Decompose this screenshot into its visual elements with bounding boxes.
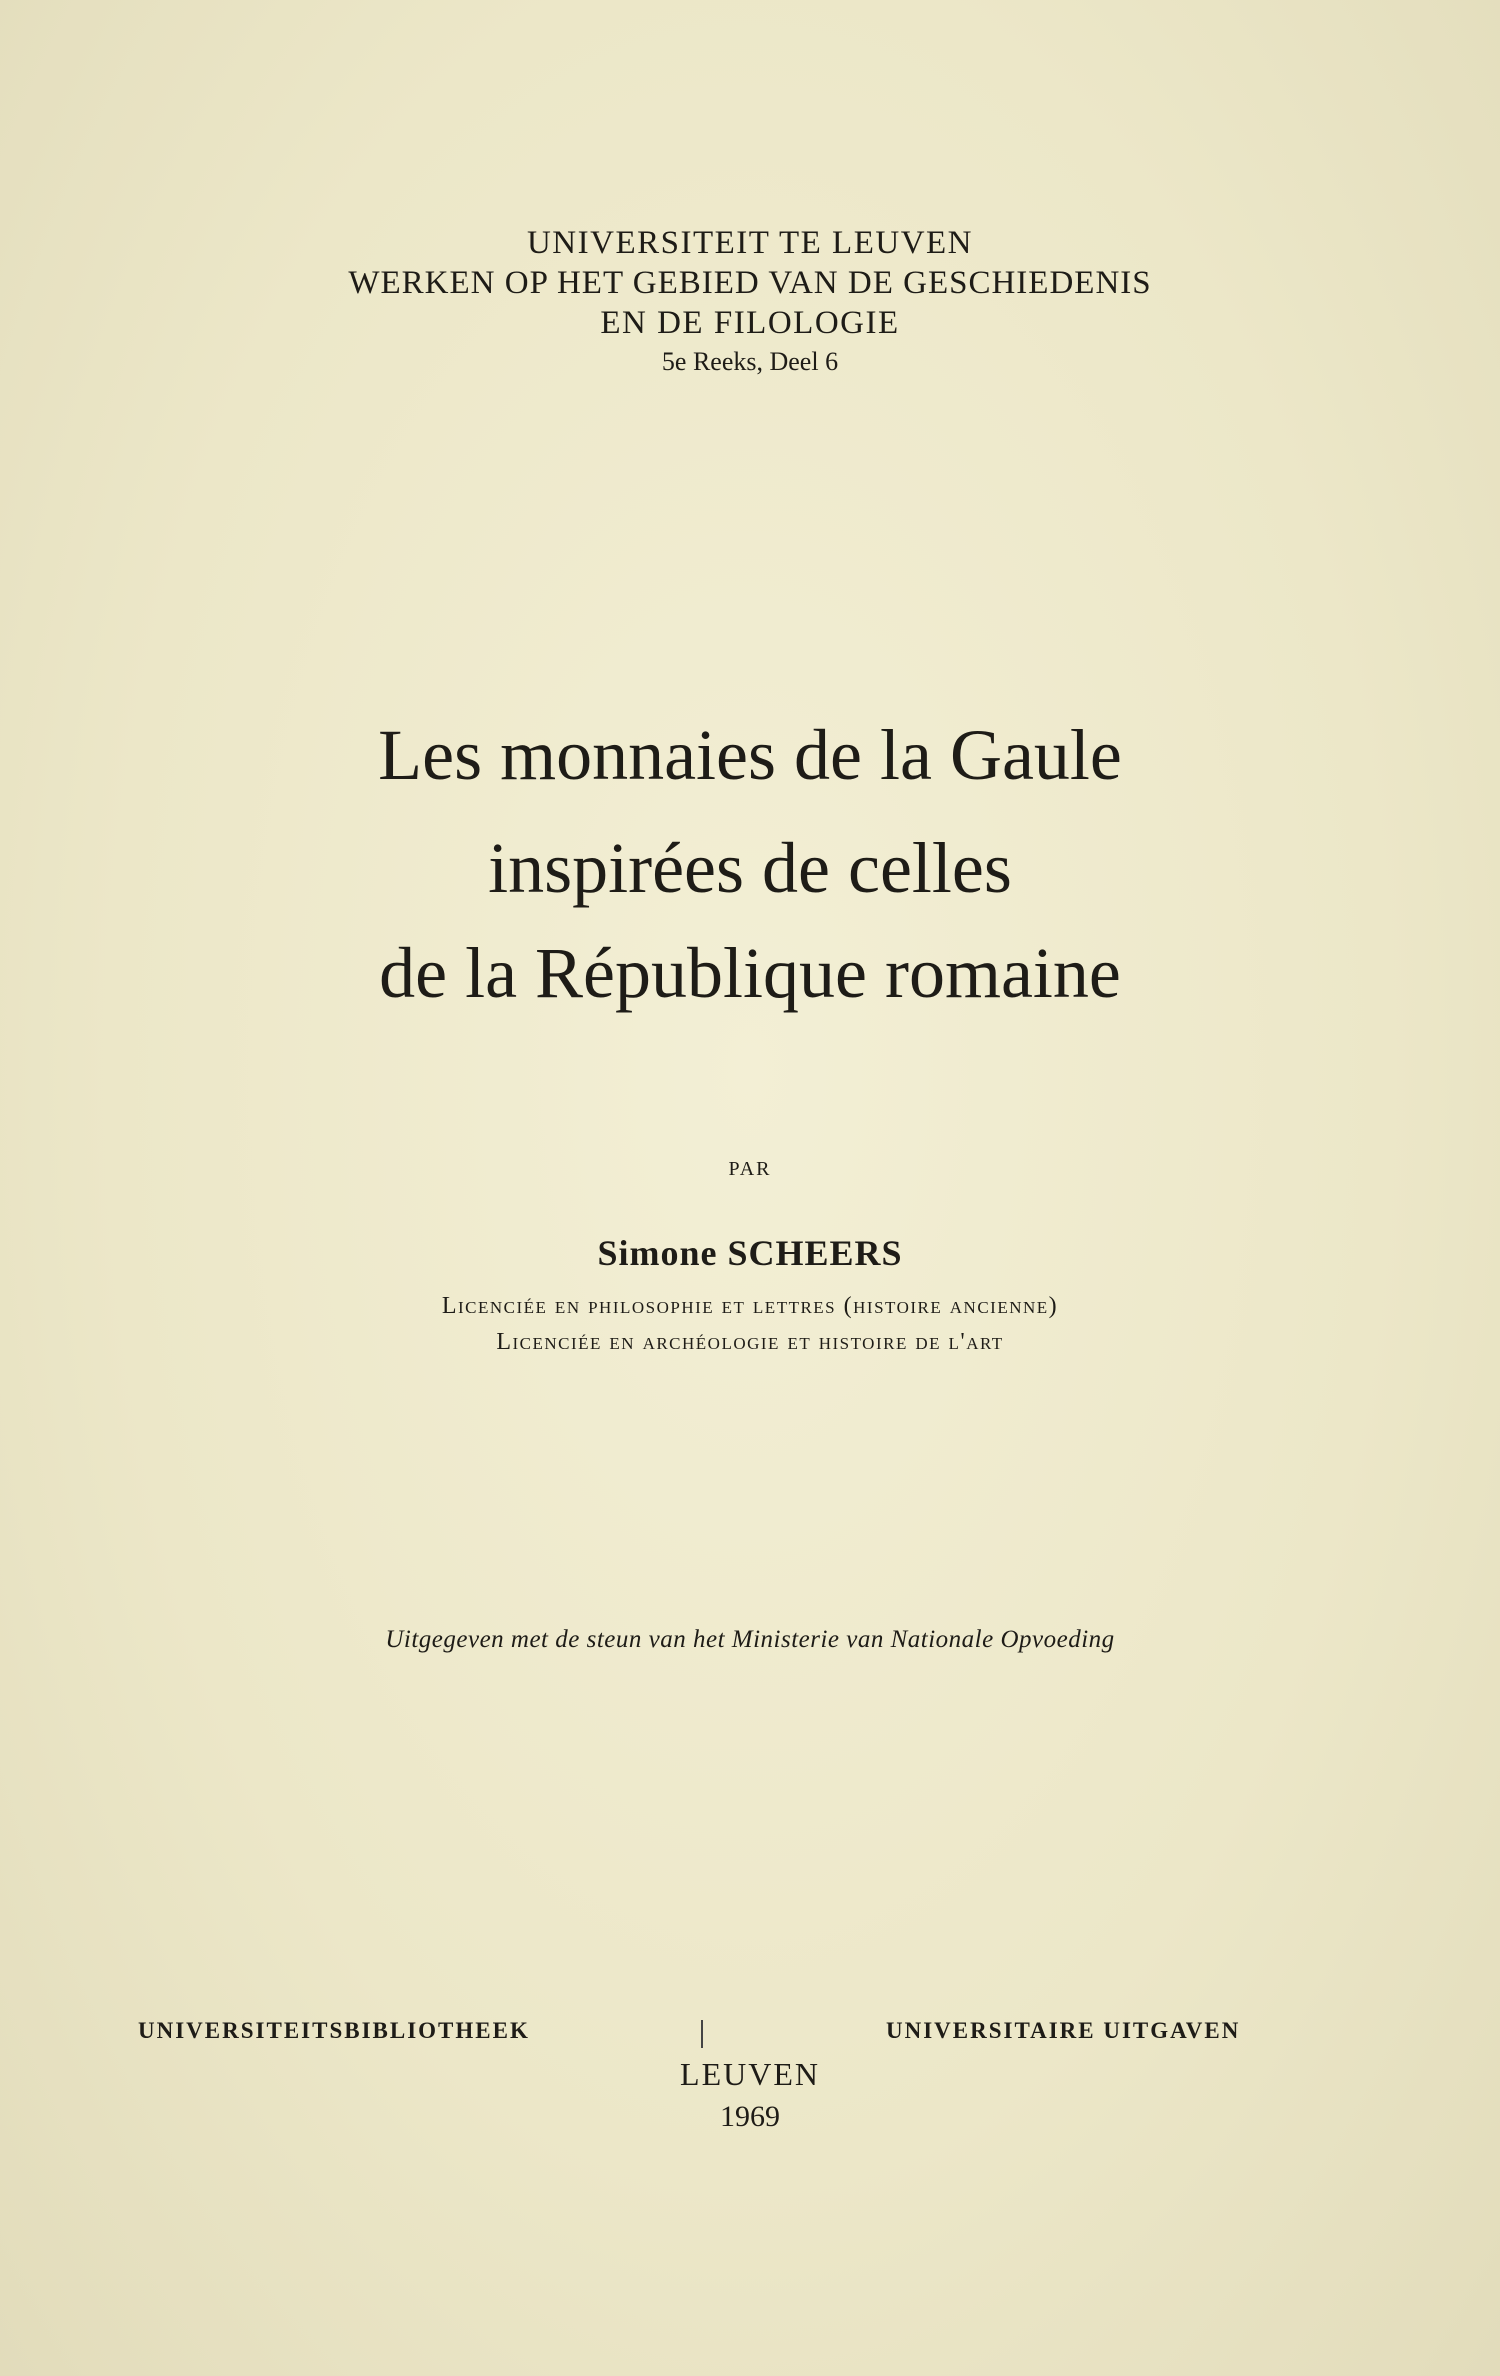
series-collection-line2: EN DE FILOLOGIE: [600, 305, 900, 341]
publisher-left: UNIVERSITEITSBIBLIOTHEEK: [138, 2018, 530, 2043]
book-title-line1: Les monnaies de la Gaule: [378, 715, 1122, 795]
series-collection-line1: WERKEN OP HET GEBIED VAN DE GESCHIEDENIS: [348, 265, 1152, 301]
book-title-line2: inspirées de celles: [488, 828, 1012, 908]
book-title-line3: de la République romaine: [379, 933, 1121, 1013]
author-name: Simone SCHEERS: [597, 1233, 903, 1273]
publication-city: LEUVEN: [680, 2056, 820, 2092]
publisher-divider: [701, 2020, 703, 2048]
par-label: PAR: [728, 1158, 772, 1180]
author-degree-1: Licenciée en philosophie et lettres (histoire ancienne): [441, 1293, 1059, 1319]
author-degree-2: Licenciée en archéologie et histoire de l'art: [496, 1329, 1004, 1355]
series-volume: 5e Reeks, Deel 6: [661, 347, 839, 376]
publication-year: 1969: [720, 2100, 780, 2133]
series-university: UNIVERSITEIT TE LEUVEN: [526, 225, 974, 261]
support-note: Uitgegeven met de steun van het Ministerie van Nationale Opvoeding: [385, 1626, 1115, 1653]
publisher-right: UNIVERSITAIRE UITGAVEN: [886, 2018, 1241, 2043]
